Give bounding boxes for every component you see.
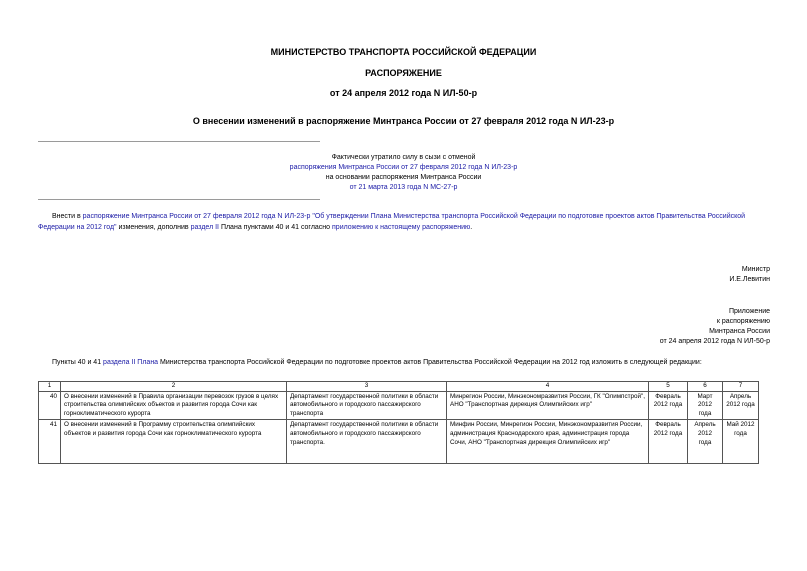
row-date-col7: Май 2012 года [723,420,759,464]
status-note-line3: на основании распоряжения Минтранса России [325,174,482,181]
table-row [39,391,759,420]
signature-block [729,265,770,285]
row-coexecutors: Минрегион России, Минэкономразвития России, ГК "Олимпстрой", АНО "Транспортная дирекция Олимпийских игр" [447,391,649,420]
link-section-ii[interactable]: раздел II [190,224,219,231]
row-date-col6: Апрель 2012 года [688,420,723,464]
table-header-cell: 1 [39,382,61,392]
row-department: Департамент государственной политики в области автомобильного и городского пассажирского транспорта. [287,420,447,464]
row-act-name: О внесении изменений в Программу строительства олимпийских объектов и развития города Сочи как горноклиматического курорта [61,420,287,464]
paragraph-text-mid2: Плана пунктами 40 и 41 согласно [219,224,333,231]
row-date-col6: Март 2012 года [688,391,723,420]
document-date-number: от 24 апреля 2012 года N ИЛ-50-р [329,88,478,98]
row-date-col7: Апрель 2012 года [723,391,759,420]
ministry-heading: МИНИСТЕРСТВО ТРАНСПОРТА РОССИЙСКОЙ ФЕДЕРАЦИИ [270,47,537,57]
signature-title: Министр [741,266,770,273]
plan-table [38,381,759,464]
intro-paragraph [52,357,772,368]
row-number: 40 [39,391,61,420]
document-type: РАСПОРЯЖЕНИЕ [365,68,442,78]
table-header-cell: 3 [287,382,447,392]
table-header-row [39,382,759,392]
table-row [39,420,759,464]
link-section-ii-plan[interactable]: раздела II Плана [103,359,159,366]
intro-text-start: Пункты 40 и 41 [52,359,104,366]
table-header-cell: 2 [61,382,287,392]
appendix-line4: от 24 апреля 2012 года N ИЛ-50-р [659,338,770,345]
appendix-line2: к распоряжению [716,318,770,325]
table-header-cell: 4 [447,382,649,392]
table-header-cell: 6 [688,382,723,392]
status-note-link-repealed-order[interactable]: распоряжения Минтранса России от 27 февраля 2012 года N ИЛ-23-р [289,164,518,171]
signature-name: И.Е.Левитин [729,276,770,283]
bottom-divider [38,199,320,200]
row-department: Департамент государственной политики в области автомобильного и городского пассажирского транспорта [287,391,447,420]
top-divider [38,141,320,142]
link-order-il-23[interactable]: распоряжение Минтранса России от 27 февраля 2012 года N ИЛ-23-р [82,213,311,220]
paragraph-text-end: . [470,224,473,231]
link-appendix[interactable]: приложению к настоящему распоряжению [332,224,471,231]
row-act-name: О внесении изменений в Правила организации перевозок грузов в целях строительства олимпийских объектов и развития города Сочи как горноклиматического курорта [61,391,287,420]
status-note [0,153,807,193]
appendix-header [660,307,770,347]
paragraph-text-start: Внести в [52,213,83,220]
link-plan-title[interactable]: "Об утверждении Плана Министерства транспорта Российской Федерации по подготовке проектов актов Правительства Российской Федерации на 2012 год" [38,213,746,231]
document-title: О внесении изменений в распоряжение Минтранса России от 27 февраля 2012 года N ИЛ-23-р [192,116,615,126]
appendix-line3: Минтранса России [709,328,770,335]
paragraph-text-mid: изменения, дополнив [116,224,191,231]
row-date-col5: Февраль 2012 года [649,420,688,464]
status-note-link-basis-order[interactable]: от 21 марта 2013 года N МС-27-р [349,184,458,191]
row-number: 41 [39,420,61,464]
row-date-col5: Февраль 2012 года [649,391,688,420]
main-paragraph [38,211,758,233]
table-header-cell: 7 [723,382,759,392]
status-note-line1: Фактически утратило силу в сызи с отменой [331,154,476,161]
table-header-cell: 5 [649,382,688,392]
intro-text-end: Министерства транспорта Российской Федерации по подготовке проектов актов Правительства Российской Федерации на 2012 год изложить в следующей редакции: [158,359,702,366]
appendix-line1: Приложение [728,308,770,315]
row-coexecutors: Минфин России, Минрегион России, Минэкономразвития России, администрация Краснодарского края, администрация города Сочи, АНО "Транспортная дирекция Олимпийских игр" [447,420,649,464]
